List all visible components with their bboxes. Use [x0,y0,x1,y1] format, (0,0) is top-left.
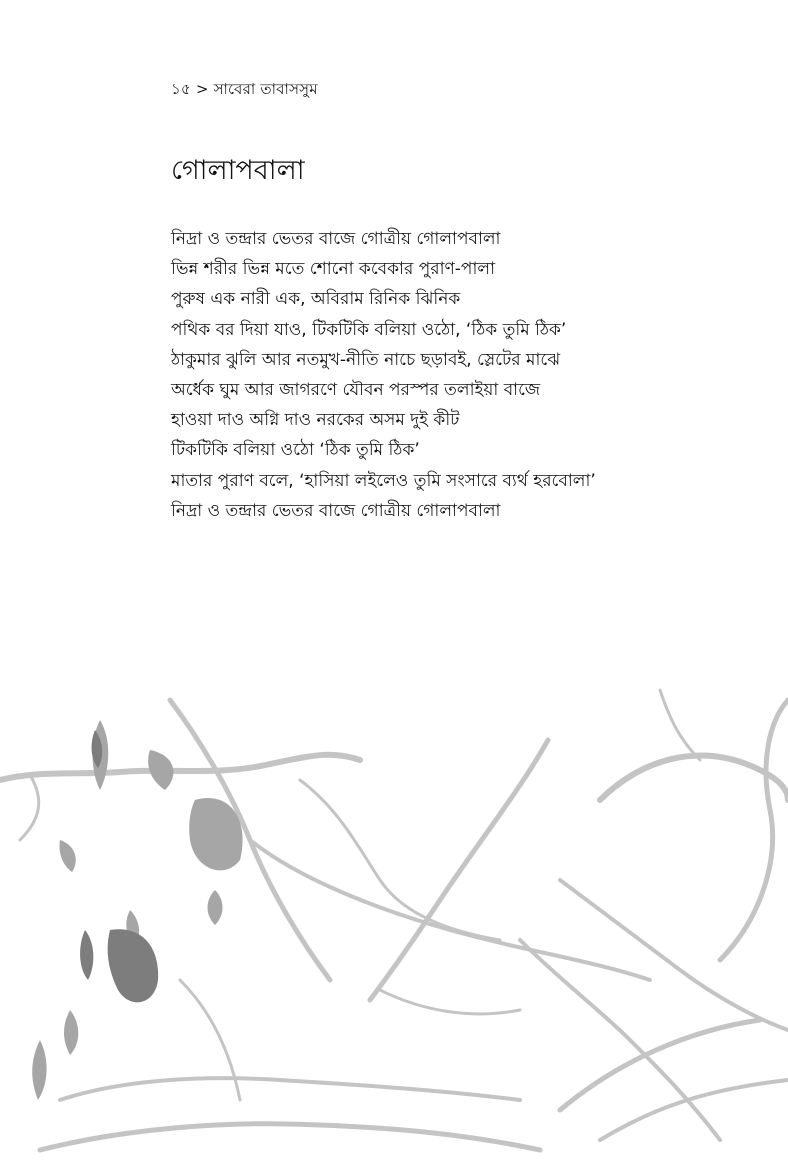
poem-line: নিদ্রা ও তন্দ্রার ভেতর বাজে গোত্রীয় গোলাপবালা [171,229,501,249]
poem-line: হাওয়া দাও অগ্নি দাও নরকের অসম দুই কীট [171,410,460,431]
branch-illustration [0,680,788,1163]
poem-line: পুরুষ এক নারী এক, অবিরাম রিনিক ঝিনিক [171,289,461,310]
poem-title: গোলাপবালা [171,155,305,186]
running-head: ১৫ > সাবেরা তাবাসসুম [171,80,318,98]
poem-body [171,224,596,526]
poem-line: অর্ধেক ঘুম আর জাগরণে যৌবন পরস্পর তলাইয়া বাজে [171,379,541,400]
poem-line: নিদ্রা ও তন্দ্রার ভেতর বাজে গোত্রীয় গোলাপবালা [171,500,501,521]
poem-line: ঠাকুমার ঝুলি আর নতমুখ-নীতি নাচে ছড়াবই, স্লেটের মাঝে [171,349,561,370]
poem-line: টিকটিকি বলিয়া ওঠো ‘ঠিক তুমি ঠিক’ [171,440,420,461]
poem-line: মাতার পুরাণ বলে, ‘হাসিয়া লইলেও তুমি সংসারে ব্যর্থ হরবোলা’ [171,470,596,491]
poem-line: পথিক বর দিয়া যাও, টিকটিকি বলিয়া ওঠো, ‘ঠিক তুমি ঠিক’ [171,319,567,340]
poem-line: ভিন্ন শরীর ভিন্ন মতে শোনো কবেকার পুরাণ-পালা [171,259,495,280]
